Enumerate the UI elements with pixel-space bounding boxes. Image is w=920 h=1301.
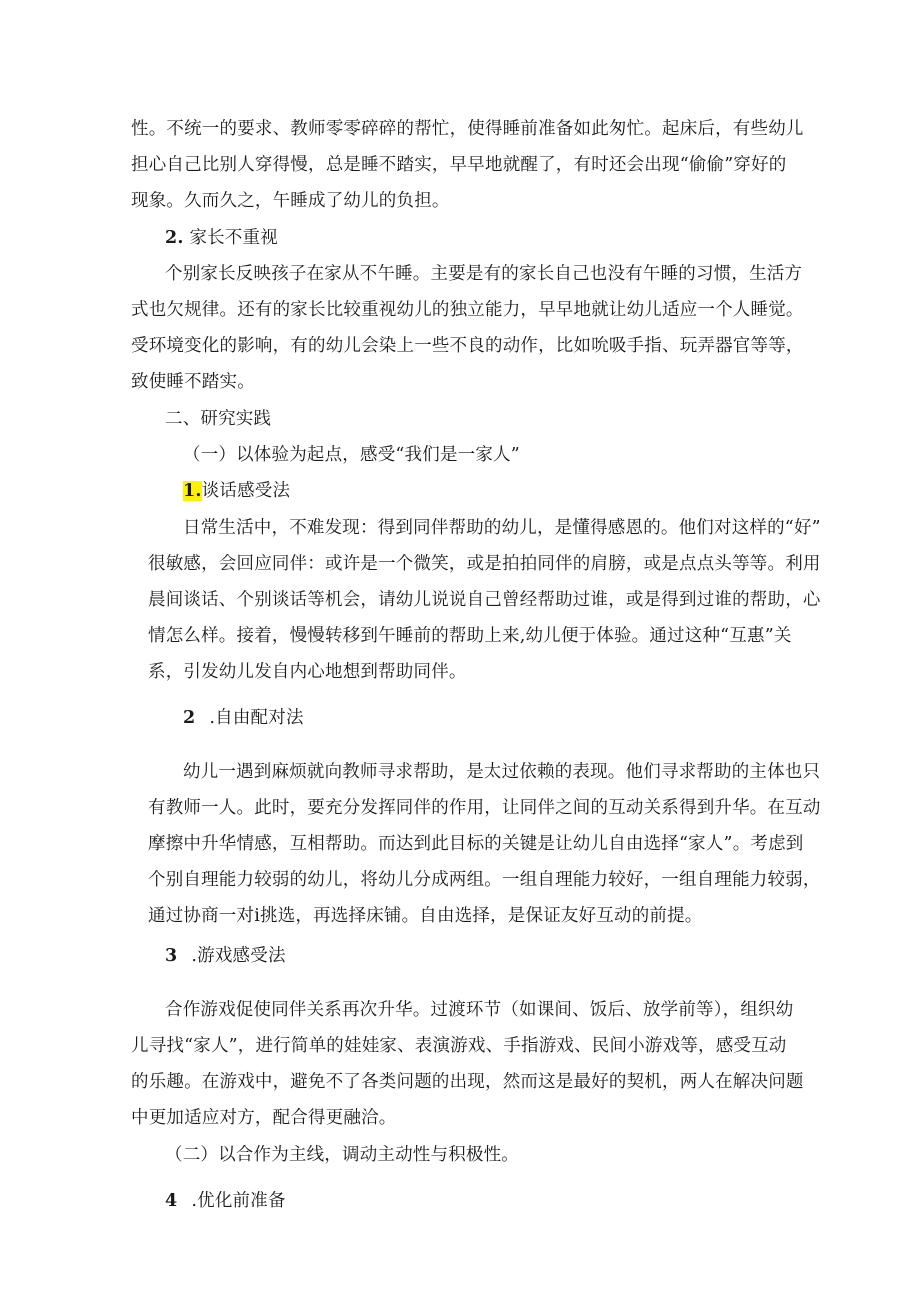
paragraph-line: 个别自理能力较弱的幼儿，将幼儿分成两组。一组自理能力较好，一组自理能力较弱，: [148, 870, 821, 890]
heading-number: 2: [183, 708, 196, 728]
paragraph-line: 性。不统一的要求、教师零零碎碎的帮忙，使得睡前准备如此匆忙。起床后，有些幼儿: [131, 119, 804, 139]
paragraph-line: 日常生活中，不难发现：得到同伴帮助的幼儿，是懂得感恩的。他们对这样的“好”: [183, 518, 821, 538]
heading-text: .游戏感受法: [191, 946, 286, 966]
heading-number-highlighted: 1.: [183, 481, 202, 501]
method-heading: [183, 706, 304, 730]
subsection-heading: （二）以合作为主线，调动主动性与积极性。: [165, 1145, 519, 1165]
subheading: [165, 226, 278, 250]
heading-number: 4: [165, 1191, 178, 1211]
paragraph-line: 合作游戏促使同伴关系再次升华。过渡环节（如课间、饭后、放学前等），组织幼: [165, 1000, 794, 1020]
paragraph-line: 现象。久而久之，午睡成了幼儿的负担。: [131, 191, 450, 211]
paragraph-line: 担心自己比别人穿得慢，总是睡不踏实，早早地就醒了，有时还会出现“偷偷”穿好的: [131, 155, 787, 175]
method-heading: [165, 1189, 286, 1213]
section-heading: 二、研究实践: [165, 409, 272, 429]
paragraph-line: 儿寻找“家人”，进行简单的娃娃家、表演游戏、手指游戏、民间小游戏等，感受互动: [131, 1036, 787, 1056]
paragraph-line: 系，引发幼儿发自内心地想到帮助同伴。: [148, 662, 467, 682]
paragraph-line: 摩擦中升华情感，互相帮助。而达到此目标的关键是让幼儿自由选择“家人”。考虑到: [148, 834, 804, 854]
paragraph-line: 情怎么样。接着，慢慢转移到午睡前的帮助上来,幼儿便于体验。通过这种“互惠”关: [148, 626, 792, 646]
heading-number: 3: [165, 946, 178, 966]
paragraph-line: 的乐趣。在游戏中，避免不了各类问题的出现，然而这是最好的契机，两人在解决问题: [131, 1072, 804, 1092]
method-heading: [183, 479, 290, 503]
paragraph-line: 幼儿一遇到麻烦就向教师寻求帮助，是太过依赖的表现。他们寻求帮助的主体也只: [183, 762, 821, 782]
paragraph-line: 有教师一人。此时，要充分发挥同伴的作用，让同伴之间的互动关系得到升华。在互动: [148, 798, 821, 818]
paragraph-line: 很敏感，会回应同伴：或许是一个微笑，或是拍拍同伴的肩膀，或是点点头等等。利用: [148, 554, 821, 574]
heading-text: .优化前准备: [191, 1191, 286, 1211]
heading-text: 谈话感受法: [201, 481, 291, 501]
paragraph-line: 个别家长反映孩子在家从不午睡。主要是有的家长自己也没有午睡的习惯，生活方: [165, 264, 803, 284]
heading-text: .自由配对法: [209, 708, 304, 728]
paragraph-line: 通过协商一对i挑选，再选择床铺。自由选择，是保证友好互动的前提。: [148, 906, 703, 926]
heading-text: 家长不重视: [189, 228, 278, 248]
paragraph-line: 式也欠规律。还有的家长比较重视幼儿的独立能力，早早地就让幼儿适应一个人睡觉。: [131, 300, 804, 320]
heading-number: 2.: [165, 228, 184, 248]
subsection-heading: （一）以体验为起点，感受“我们是一家人”: [183, 445, 520, 465]
paragraph-line: 致使睡不踏实。: [131, 372, 255, 392]
method-heading: [165, 944, 286, 968]
paragraph-line: 受环境变化的影响，有的幼儿会染上一些不良的动作，比如吮吸手指、玩弄器官等等，: [131, 336, 804, 356]
paragraph-line: 晨间谈话、个别谈话等机会，请幼儿说说自己曾经帮助过谁，或是得到过谁的帮助，心: [148, 590, 821, 610]
paragraph-line: 中更加适应对方，配合得更融洽。: [131, 1108, 397, 1128]
